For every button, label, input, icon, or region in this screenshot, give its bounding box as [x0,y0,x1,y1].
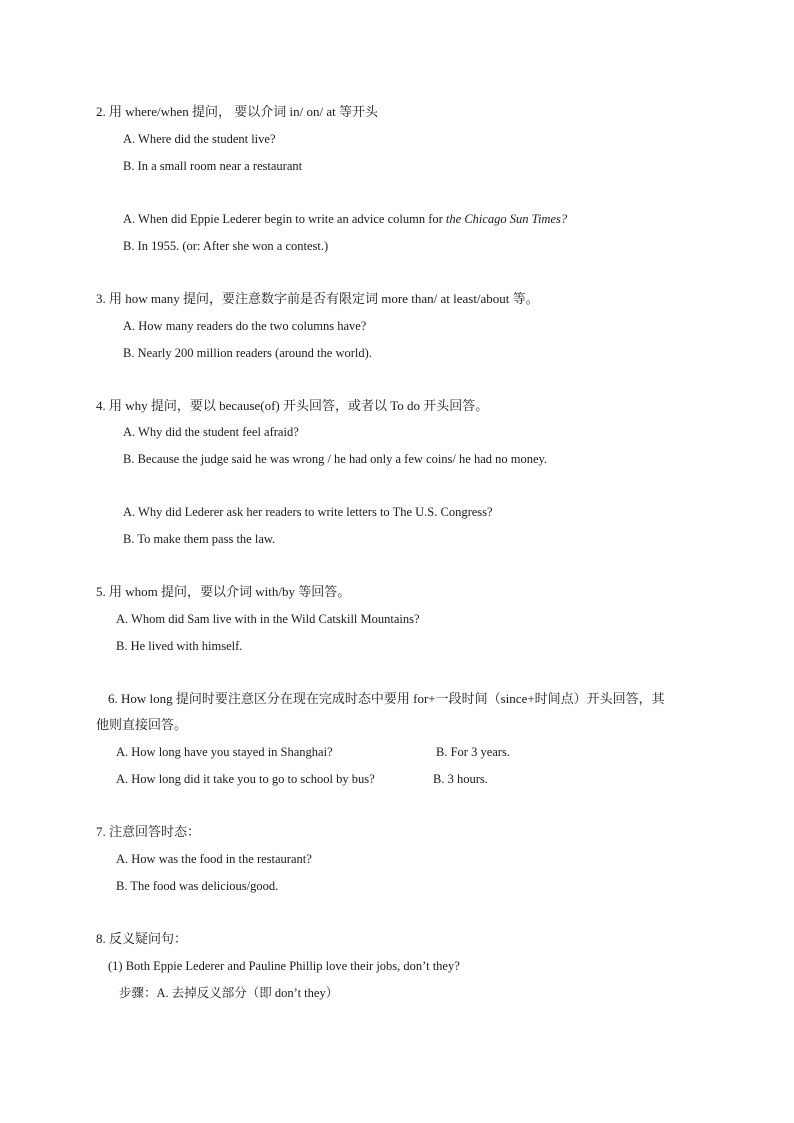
section-5-heading: 5. 用 whom 提问，要以介词 with/by 等回答。 [96,584,351,599]
section-6-row-2-question: A. How long did it take you to go to school by bus? [116,772,375,786]
section-5-answer: B. He lived with himself. [116,639,243,653]
section-4-example-1-answer: B. Because the judge said he was wrong / he had only a few coins/ he had no money. [123,452,548,466]
section-2-heading: 2. 用 where/when 提问， 要以介词 in/ on/ at 等开头 [96,104,378,119]
section-6-heading-line-2: 他则直接回答。 [96,717,188,732]
section-7-heading: 7. 注意回答时态： [96,824,201,839]
section-3-answer: B. Nearly 200 million readers (around the world). [123,346,372,360]
section-6-row-1-answer: B. For 3 years. [436,745,510,759]
section-8-item-1: (1) Both Eppie Lederer and Pauline Phillip love their jobs, don’t they? [108,959,460,973]
question-text: A. When did Eppie Lederer begin to write an advice column for [123,212,446,226]
section-2-example-2-question [123,211,567,227]
section-7-answer: B. The food was delicious/good. [116,879,279,893]
section-4-example-2-answer: B. To make them pass the law. [123,532,276,546]
section-4-heading: 4. 用 why 提问，要以 because(of) 开头回答，或者以 To do 开头回答。 [96,398,489,413]
section-2-example-1-question: A. Where did the student live? [123,132,276,146]
section-2-example-2-answer: B. In 1955. (or: After she won a contest.) [123,239,329,253]
section-7-question: A. How was the food in the restaurant? [116,852,312,866]
section-6-row-2-answer: B. 3 hours. [433,772,488,786]
section-8-step: 步骤：A. 去掉反义部分（即 don’t they） [119,986,339,1000]
section-2-example-1-answer: B. In a small room near a restaurant [123,159,303,173]
section-6-heading-line-1: 6. How long 提问时要注意区分在现在完成时态中要用 for+一段时间（since+时间点）开头回答，其 [108,691,665,706]
section-3-heading: 3. 用 how many 提问，要注意数字前是否有限定词 more than/ at least/about 等。 [96,291,539,306]
section-5-question: A. Whom did Sam live with in the Wild Catskill Mountains? [116,612,420,626]
section-6-row-1-question: A. How long have you stayed in Shanghai? [116,745,333,759]
section-4-example-2-question: A. Why did Lederer ask her readers to write letters to The U.S. Congress? [123,505,493,519]
section-4-example-1-question: A. Why did the student feel afraid? [123,425,299,439]
newspaper-title: the Chicago Sun Times? [445,212,568,226]
section-3-question: A. How many readers do the two columns have? [123,319,367,333]
section-8-heading: 8. 反义疑问句： [96,931,188,946]
